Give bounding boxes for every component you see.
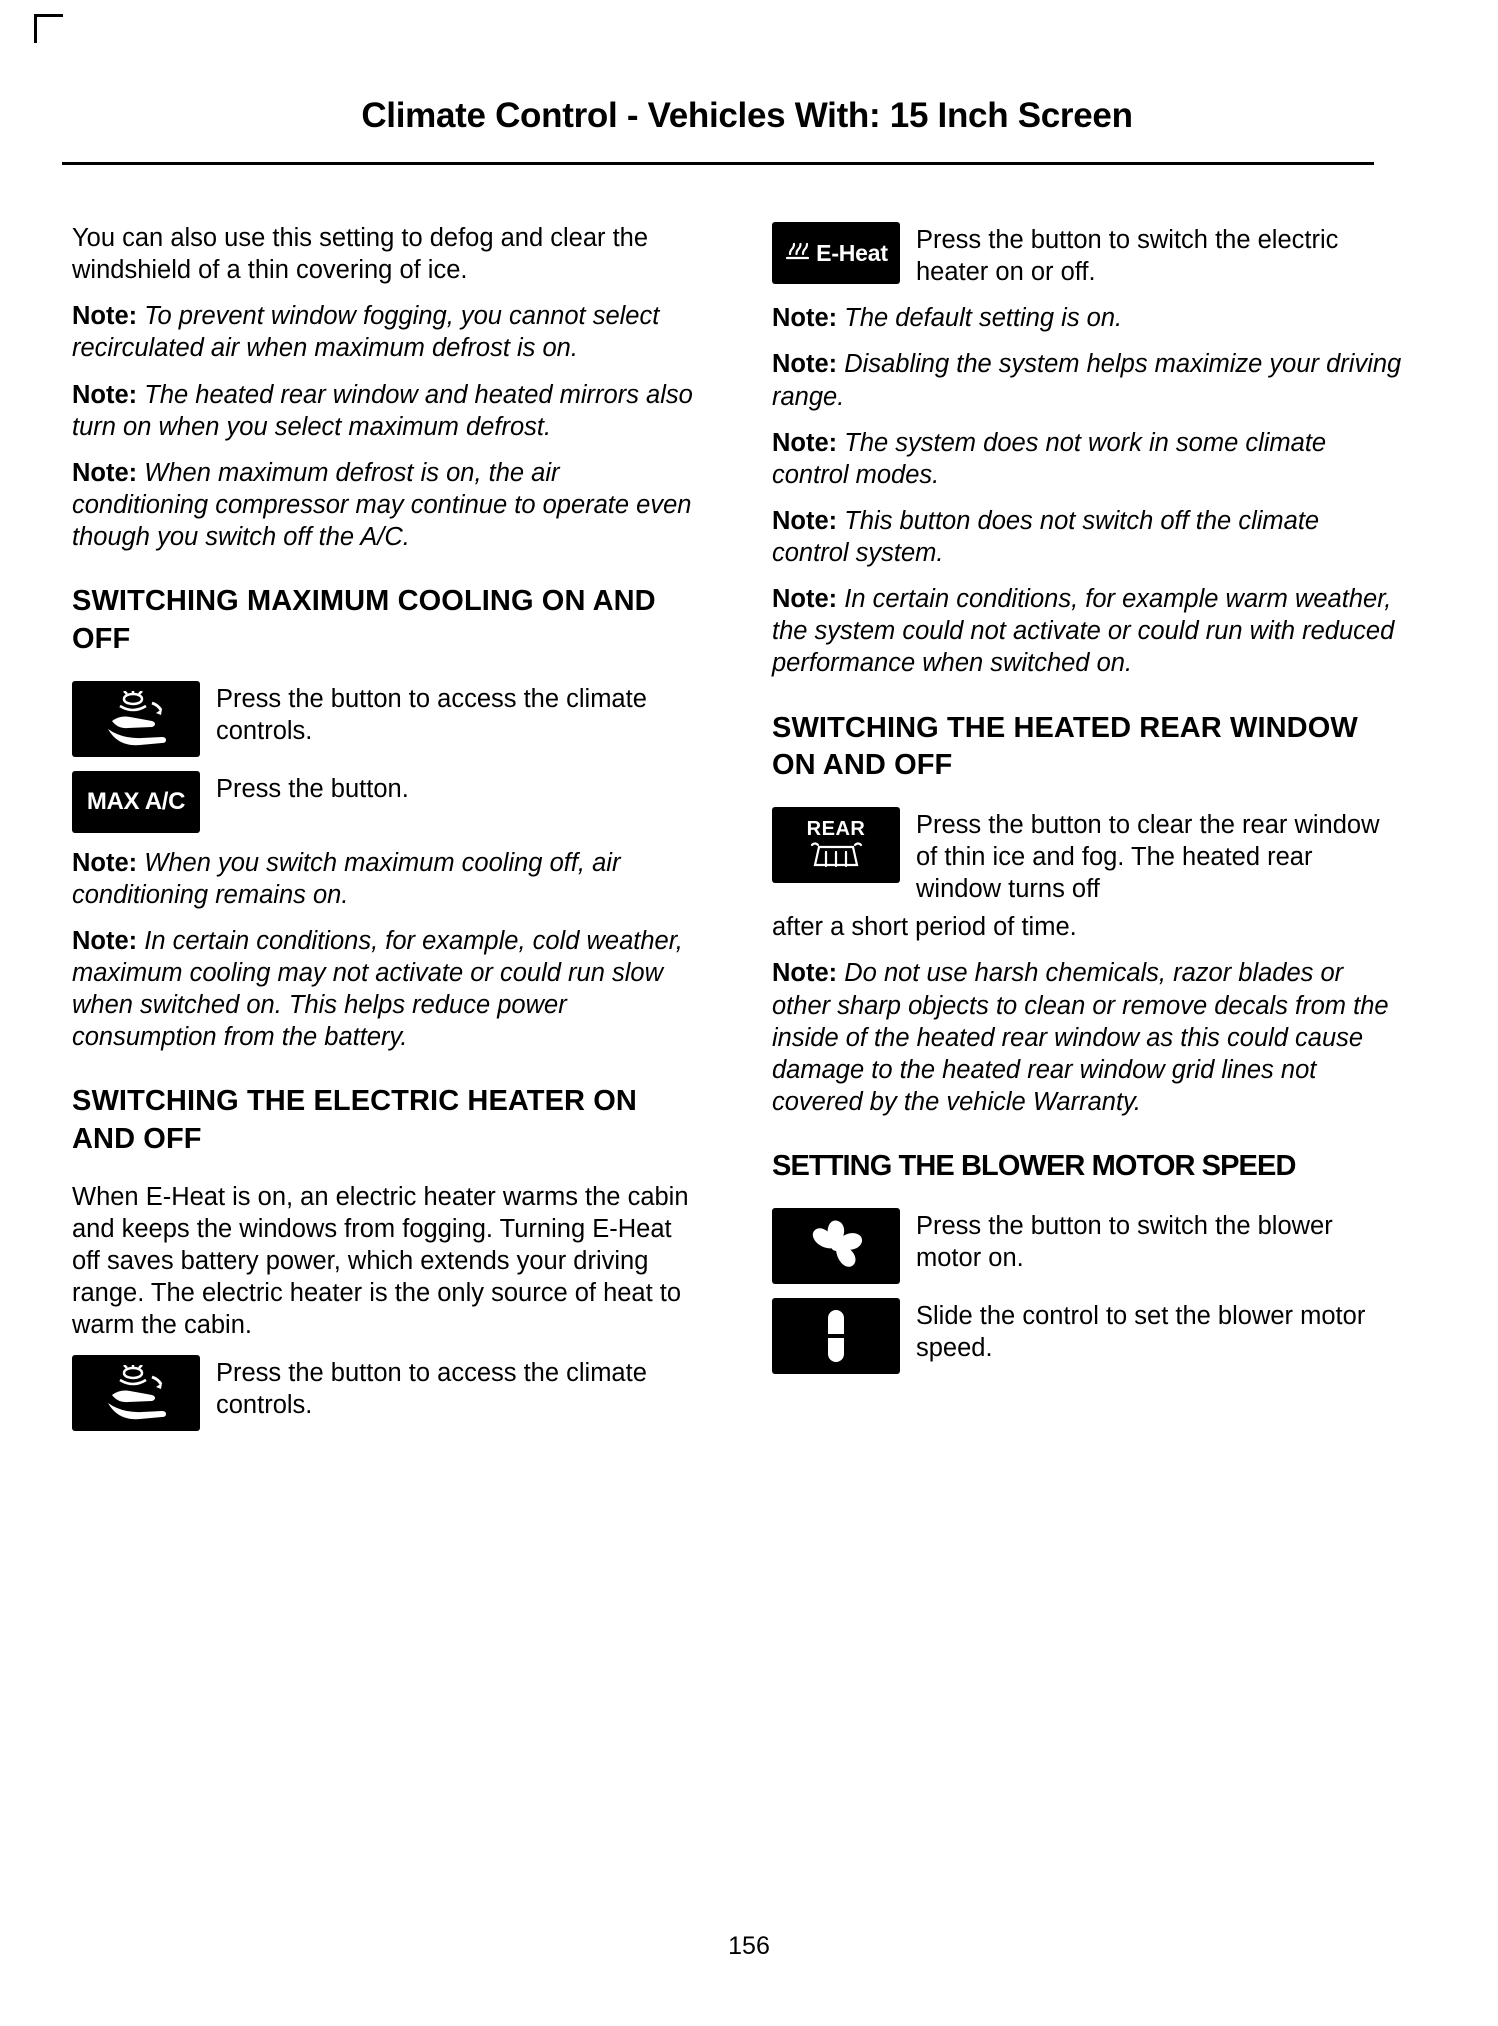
instruction-text: Press the button to switch the electric heater on or off. (916, 226, 1339, 287)
instruction-row (772, 807, 1402, 905)
instruction-row (72, 771, 702, 833)
instruction-text: Press the button to access the climate controls. (216, 684, 647, 745)
rear-label: REAR (806, 817, 866, 840)
note-item (772, 505, 1402, 569)
note-text: The default setting is on. (844, 304, 1123, 333)
note-item (72, 300, 702, 364)
fan-icon (772, 1208, 900, 1284)
heat-waves-glyph (784, 240, 810, 266)
instruction-row (772, 222, 1402, 288)
note-label: Note: (72, 458, 138, 487)
note-text: The heated rear window and heated mirrors also turn on when you select maximum defrost. (72, 380, 693, 441)
note-text: When you switch maximum cooling off, air conditioning remains on. (72, 848, 621, 909)
instruction-row (72, 681, 702, 757)
section-heading-max-cooling: SWITCHING MAXIMUM COOLING ON AND OFF (72, 585, 656, 655)
note-label: Note: (772, 959, 838, 988)
note-text: When maximum defrost is on, the air conditioning compressor may continue to operate even though you switch off the A/C. (72, 458, 692, 551)
note-label: Note: (72, 302, 138, 331)
note-text: The system does not work in some climate control modes. (772, 428, 1327, 489)
instruction-text: Press the button. (216, 774, 409, 803)
content-columns (72, 222, 1402, 1445)
instruction-text: Press the button to access the climate controls. (216, 1359, 647, 1420)
note-item (72, 925, 702, 1054)
header-divider (62, 162, 1374, 165)
note-text: In certain conditions, for example warm weather, the system could not activate or could run with reduced performance when switched on. (772, 585, 1395, 678)
note-item (772, 957, 1402, 1118)
note-item (72, 847, 702, 911)
note-label: Note: (772, 304, 838, 333)
section-heading-blower: SETTING THE BLOWER MOTOR SPEED (772, 1150, 1296, 1182)
left-column (72, 222, 702, 1445)
note-label: Note: (772, 428, 838, 457)
right-column (772, 222, 1402, 1445)
note-text: Disabling the system helps maximize your driving range. (772, 350, 1402, 411)
page-title: Climate Control - Vehicles With: 15 Inch Screen (361, 96, 1133, 135)
section-heading-rear-window: SWITCHING THE HEATED REAR WINDOW ON AND OFF (772, 711, 1358, 782)
note-label: Note: (72, 848, 138, 877)
note-item (772, 427, 1402, 491)
note-text: To prevent window fogging, you cannot select recirculated air when maximum defrost is on. (72, 302, 660, 363)
climate-seat-defrost-icon (72, 681, 200, 757)
note-text: In certain conditions, for example, cold weather, maximum cooling may not activate or could run slow when switched on. This helps reduce power consumption from the battery. (72, 926, 683, 1052)
instruction-text: Slide the control to set the blower motor speed. (916, 1301, 1366, 1362)
instruction-row (772, 1298, 1402, 1374)
note-text: This button does not switch off the climate control system. (772, 506, 1320, 567)
note-label: Note: (772, 506, 838, 535)
note-item (772, 302, 1402, 334)
rear-defrost-glyph (809, 841, 863, 871)
instruction-text: Press the button to switch the blower motor on. (916, 1211, 1333, 1272)
note-label: Note: (772, 350, 838, 379)
crop-mark-top-left (34, 14, 63, 43)
note-text: Do not use harsh chemicals, razor blades or other sharp objects to clean or remove decals from the inside of the heated rear window as this could cause damage to the heated rear window grid lines not covered by the vehicle Warranty. (772, 959, 1389, 1116)
blower-slider-icon (772, 1298, 900, 1374)
max-ac-icon (72, 771, 200, 833)
instruction-row (772, 1208, 1402, 1284)
note-label: Note: (72, 926, 138, 955)
e-heat-label: E-Heat (816, 239, 888, 266)
note-item (772, 348, 1402, 412)
section-heading-electric-heater: SWITCHING THE ELECTRIC HEATER ON AND OFF (72, 1085, 637, 1155)
instruction-text-continued: after a short period of time. (772, 913, 1077, 942)
e-heat-icon (772, 222, 900, 284)
note-item (72, 379, 702, 443)
rear-defrost-icon (772, 807, 900, 883)
climate-seat-defrost-icon (72, 1355, 200, 1431)
page-number: 156 (728, 1932, 770, 1960)
electric-heater-body: When E-Heat is on, an electric heater warms the cabin and keeps the windows from fogging. Turning E-Heat off saves battery power, which extends your driving range. The electric heater is the only source of heat to warm the cabin. (72, 1182, 689, 1340)
instruction-text: Press the button to clear the rear window of thin ice and fog. The heated rear window turns off (916, 810, 1380, 904)
note-label: Note: (72, 380, 138, 409)
page-header (62, 96, 1432, 136)
intro-paragraph: You can also use this setting to defog and clear the windshield of a thin covering of ice. (72, 224, 649, 285)
note-item (772, 583, 1402, 679)
note-item (72, 457, 702, 553)
note-label: Note: (772, 585, 838, 614)
instruction-row (72, 1355, 702, 1431)
max-ac-label: MAX A/C (86, 787, 186, 815)
